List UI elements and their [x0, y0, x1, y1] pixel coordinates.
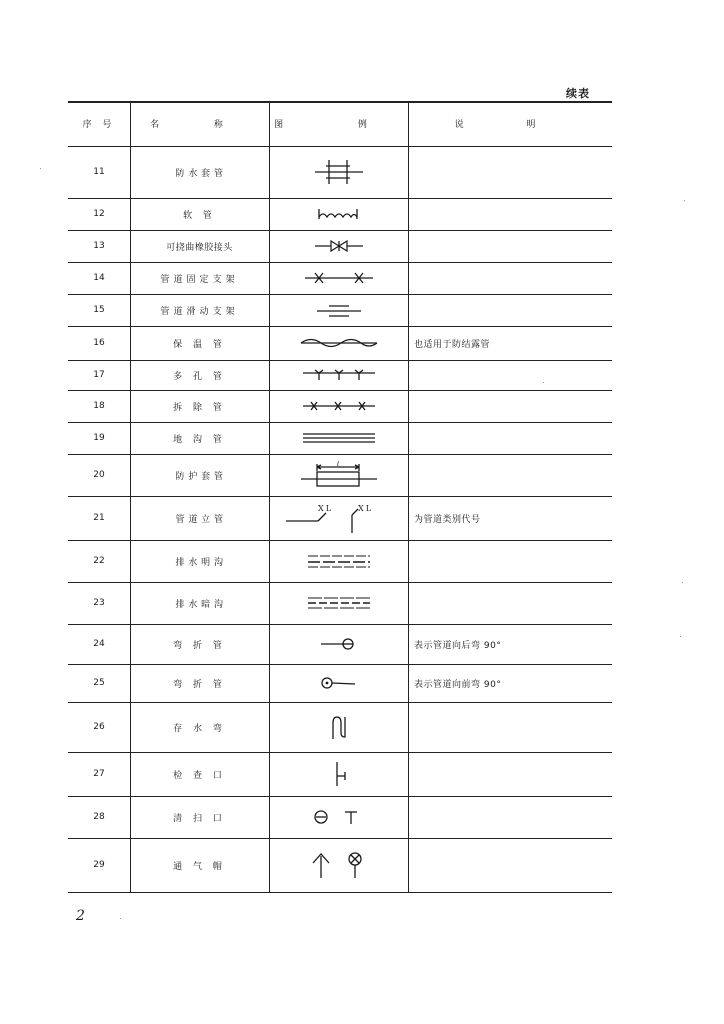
length-mark-label: l: [336, 461, 341, 468]
row-index: 12: [93, 209, 105, 219]
row-name: 地 沟 管: [173, 434, 226, 445]
header-name: 名 称: [150, 120, 249, 130]
row-name: 多 孔 管: [173, 371, 226, 382]
row-name: 排 水 暗 沟: [175, 599, 224, 610]
row-note: [408, 796, 612, 838]
row-name: 可挠曲橡胶接头: [166, 242, 233, 253]
vent-cap-icon: [269, 838, 408, 892]
row-name: 拆 除 管: [173, 402, 226, 413]
sliding-support-icon: [269, 294, 408, 326]
row-name: 通 气 帽: [173, 861, 226, 872]
open-drain-icon: [269, 540, 408, 582]
insulated-pipe-icon: [269, 326, 408, 360]
soft-hose-icon: [269, 198, 408, 230]
row-note: 表示管道向前弯 90°: [414, 679, 502, 690]
row-index: 14: [93, 273, 105, 283]
row-index: 25: [93, 678, 105, 688]
row-index: 21: [93, 513, 105, 523]
row-name: 存 水 弯: [173, 723, 226, 734]
row-note: [408, 582, 612, 624]
row-index: 27: [93, 769, 105, 779]
row-note: [408, 230, 612, 262]
xl-label-right: XL: [357, 504, 373, 513]
row-index: 17: [93, 370, 105, 380]
row-name: 弯 折 管: [173, 640, 226, 651]
row-index: 15: [93, 305, 105, 315]
row-name: 排 水 明 沟: [175, 557, 224, 568]
vertical-pipe-icon: [269, 496, 408, 540]
xl-label-left: XL: [317, 504, 333, 513]
removed-pipe-icon: [269, 390, 408, 422]
row-note: [408, 390, 612, 422]
row-name: 软 管: [183, 210, 216, 221]
row-index: 13: [93, 241, 105, 251]
row-note: [408, 702, 612, 752]
row-name: 防 水 套 管: [175, 168, 224, 179]
waterproof-sleeve-icon: [269, 146, 408, 198]
flexible-rubber-joint-icon: [269, 230, 408, 262]
row-index: 18: [93, 401, 105, 411]
row-name: 保 温 管: [173, 339, 226, 350]
continuation-label: 续表: [566, 87, 590, 100]
row-note: 为管道类别代号: [414, 514, 481, 525]
row-name: 检 查 口: [173, 770, 226, 781]
row-name: 防 护 套 管: [175, 471, 224, 482]
covered-drain-icon: [269, 582, 408, 624]
fixed-support-icon: [269, 262, 408, 294]
row-index: 28: [93, 812, 105, 822]
row-index: 19: [93, 433, 105, 443]
row-note: [408, 454, 612, 496]
row-name: 清 扫 口: [173, 813, 226, 824]
row-index: 24: [93, 639, 105, 649]
row-note: [408, 262, 612, 294]
row-index: 29: [93, 860, 105, 870]
row-index: 16: [93, 338, 105, 348]
page-number: 2: [76, 908, 85, 924]
bend-back-icon: [269, 624, 408, 664]
row-index: 23: [93, 598, 105, 608]
perforated-pipe-icon: [269, 360, 408, 390]
row-name: 管 道 立 管: [175, 514, 224, 525]
row-name: 弯 折 管: [173, 679, 226, 690]
cleanout-icon: [269, 796, 408, 838]
row-index: 11: [93, 167, 105, 177]
header-index: 序 号: [82, 120, 116, 130]
row-note: [408, 422, 612, 454]
row-note: [408, 146, 612, 198]
trench-pipe-icon: [269, 422, 408, 454]
row-index: 26: [93, 722, 105, 732]
row-name: 管道滑动支架: [160, 306, 239, 317]
row-note: [408, 838, 612, 892]
bend-front-icon: [269, 664, 408, 702]
row-index: 22: [93, 556, 105, 566]
row-note: [408, 540, 612, 582]
inspection-port-icon: [269, 752, 408, 796]
row-note: [408, 752, 612, 796]
trap-icon: [269, 702, 408, 752]
row-note: [408, 360, 612, 390]
row-index: 20: [93, 470, 105, 480]
header-legend: 图 例: [274, 120, 403, 130]
row-note: [408, 198, 612, 230]
row-name: 管道固定支架: [160, 274, 239, 285]
protective-sleeve-icon: [269, 454, 408, 496]
header-note: 说 明: [454, 120, 566, 130]
row-note: [408, 294, 612, 326]
row-note: 表示管道向后弯 90°: [414, 640, 502, 651]
row-note: 也适用于防结露管: [414, 339, 491, 350]
row-rule: [68, 892, 612, 893]
